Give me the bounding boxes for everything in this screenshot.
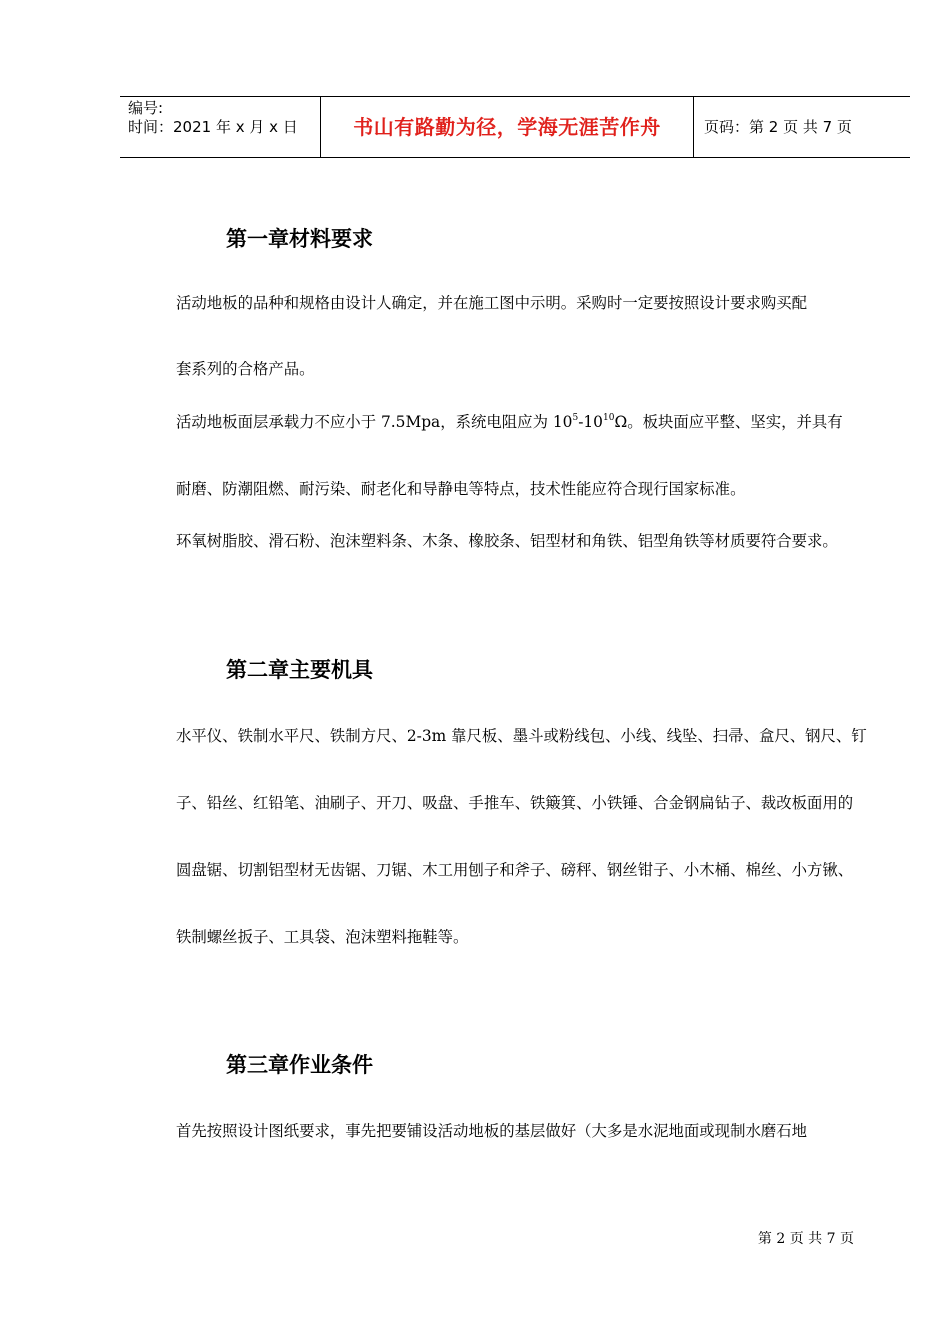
- chapter-1-paragraph-line: 套系列的合格产品。: [176, 360, 315, 378]
- page-code: 页码：第 2 页 共 7 页: [704, 118, 852, 136]
- resistance-text-after: Ω。板块面应平整、坚实，并具有: [614, 413, 843, 431]
- chapter-1-title: 第一章材料要求: [226, 227, 373, 251]
- header-motto-cell: [321, 97, 694, 157]
- chapter-3-title: 第三章作业条件: [226, 1053, 373, 1077]
- header-info-cell: [120, 97, 321, 157]
- resistance-dash: -10: [578, 413, 603, 431]
- resistance-exponent-high: 10: [602, 412, 615, 423]
- resistance-exponent-low: 5: [572, 412, 579, 423]
- chapter-2-paragraph-line: 铁制螺丝扳子、工具袋、泡沫塑料拖鞋等。: [176, 928, 469, 946]
- time-label: 时间：2021 年 x 月 x 日: [128, 118, 298, 136]
- chapter-1-paragraph-line: 环氧树脂胶、滑石粉、泡沫塑料条、木条、橡胶条、铝型材和角铁、铝型角铁等材质要符合要求。: [176, 532, 838, 550]
- chapter-1-resistance-line: [176, 411, 843, 433]
- chapter-2-title: 第二章主要机具: [226, 658, 373, 682]
- chapter-3-paragraph-line: 首先按照设计图纸要求，事先把要铺设活动地板的基层做好（大多是水泥地面或现制水磨石地: [176, 1122, 808, 1140]
- page-header: [120, 96, 910, 158]
- number-label: 编号:: [128, 99, 164, 117]
- page-footer-indicator: 第 2 页 共 7 页: [757, 1231, 854, 1247]
- header-page-cell: [694, 97, 910, 157]
- chapter-1-paragraph-line: 活动地板的品种和规格由设计人确定，并在施工图中示明。采购时一定要按照设计要求购买配: [176, 294, 808, 312]
- motto-text: 书山有路勤为径，学海无涯苦作舟: [353, 115, 661, 139]
- chapter-1-paragraph-line: 耐磨、防潮阻燃、耐污染、耐老化和导静电等特点，技术性能应符合现行国家标准。: [176, 480, 746, 498]
- chapter-2-paragraph-line: 子、铅丝、红铅笔、油刷子、开刀、吸盘、手推车、铁簸箕、小铁锤、合金钢扁钻子、裁改板面用的: [176, 794, 854, 812]
- resistance-text-before: 活动地板面层承载力不应小于 7.5Mpa，系统电阻应为 10: [176, 413, 573, 431]
- chapter-2-paragraph-line: 圆盘锯、切割铝型材无齿锯、刀锯、木工用刨子和斧子、磅秤、钢丝钳子、小木桶、棉丝、小方锹、: [176, 861, 854, 879]
- chapter-2-paragraph-line: 水平仪、铁制水平尺、铁制方尺、2-3m 靠尺板、墨斗或粉线包、小线、线坠、扫帚、盒尺、钢尺、钉: [176, 727, 867, 745]
